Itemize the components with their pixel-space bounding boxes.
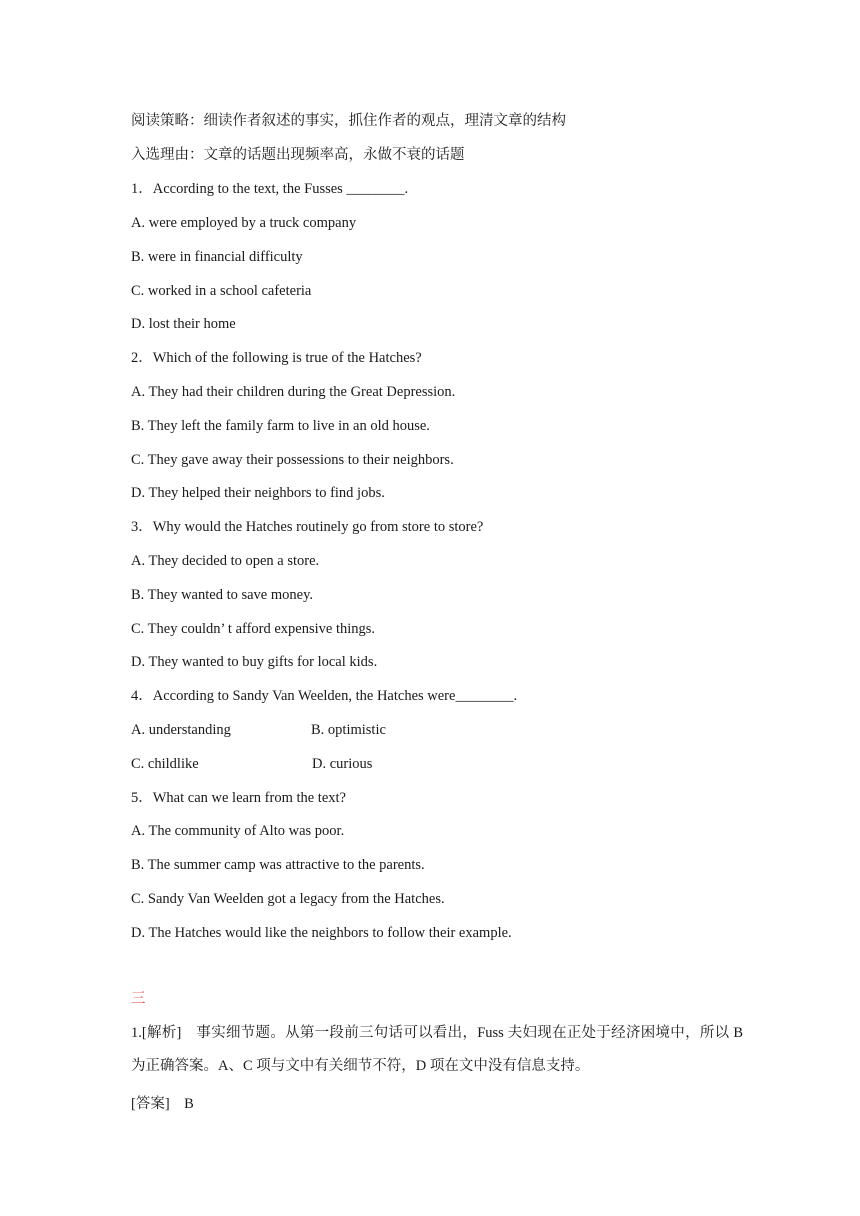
question-4-options-row-2: [131, 754, 373, 774]
answer-1-key: [答案] B: [131, 1096, 194, 1112]
question-2-option-c: C. They gave away their possessions to their neighbors.: [131, 452, 454, 468]
question-5-option-d: D. The Hatches would like the neighbors to follow their example.: [131, 925, 512, 941]
question-4-options-row-1: [131, 720, 386, 740]
question-1-option-d: D. lost their home: [131, 316, 236, 332]
question-3-option-a: A. They decided to open a store.: [131, 553, 320, 569]
question-2-option-b: B. They left the family farm to live in an old house.: [131, 418, 430, 434]
reading-strategy: 阅读策略：细读作者叙述的事实，抓住作者的观点，理清文章的结构: [131, 113, 566, 129]
question-4-option-d: D. curious: [312, 756, 373, 772]
question-4-option-b: B. optimistic: [311, 722, 386, 738]
question-1-stem: 1．According to the text, the Fusses ________.: [131, 181, 409, 197]
question-4-option-a: A. understanding: [131, 722, 231, 738]
answers-section-heading: 三: [131, 991, 146, 1007]
question-5-stem: 5．What can we learn from the text?: [131, 790, 346, 806]
question-2-option-a: A. They had their children during the Great Depression.: [131, 384, 456, 400]
question-1-option-a: A. were employed by a truck company: [131, 215, 357, 231]
question-4-option-c: C. childlike: [131, 756, 199, 772]
question-3-option-d: D. They wanted to buy gifts for local kids.: [131, 654, 378, 670]
question-5-option-a: A. The community of Alto was poor.: [131, 823, 345, 839]
question-3-stem: 3．Why would the Hatches routinely go from store to store?: [131, 519, 484, 535]
selection-reason: 入选理由：文章的话题出现频率高，永做不衰的话题: [131, 147, 465, 163]
answer-1-explanation: 1.[解析] 事实细节题。从第一段前三句话可以看出，Fuss 夫妇现在正处于经济困境中，所以 B 为正确答案。A、C 项与文中有关细节不符，D 项在文中没有信息支持。: [131, 1025, 743, 1074]
question-3-option-b: B. They wanted to save money.: [131, 587, 314, 603]
question-1-option-c: C. worked in a school cafeteria: [131, 283, 312, 299]
question-2-stem: 2．Which of the following is true of the Hatches?: [131, 350, 422, 366]
question-2-option-d: D. They helped their neighbors to find jobs.: [131, 485, 385, 501]
question-4-stem: 4．According to Sandy Van Weelden, the Hatches were________.: [131, 688, 518, 704]
question-3-option-c: C. They couldn’ t afford expensive things.: [131, 621, 376, 637]
question-1-option-b: B. were in financial difficulty: [131, 249, 303, 265]
question-5-option-c: C. Sandy Van Weelden got a legacy from the Hatches.: [131, 891, 445, 907]
question-5-option-b: B. The summer camp was attractive to the parents.: [131, 857, 425, 873]
